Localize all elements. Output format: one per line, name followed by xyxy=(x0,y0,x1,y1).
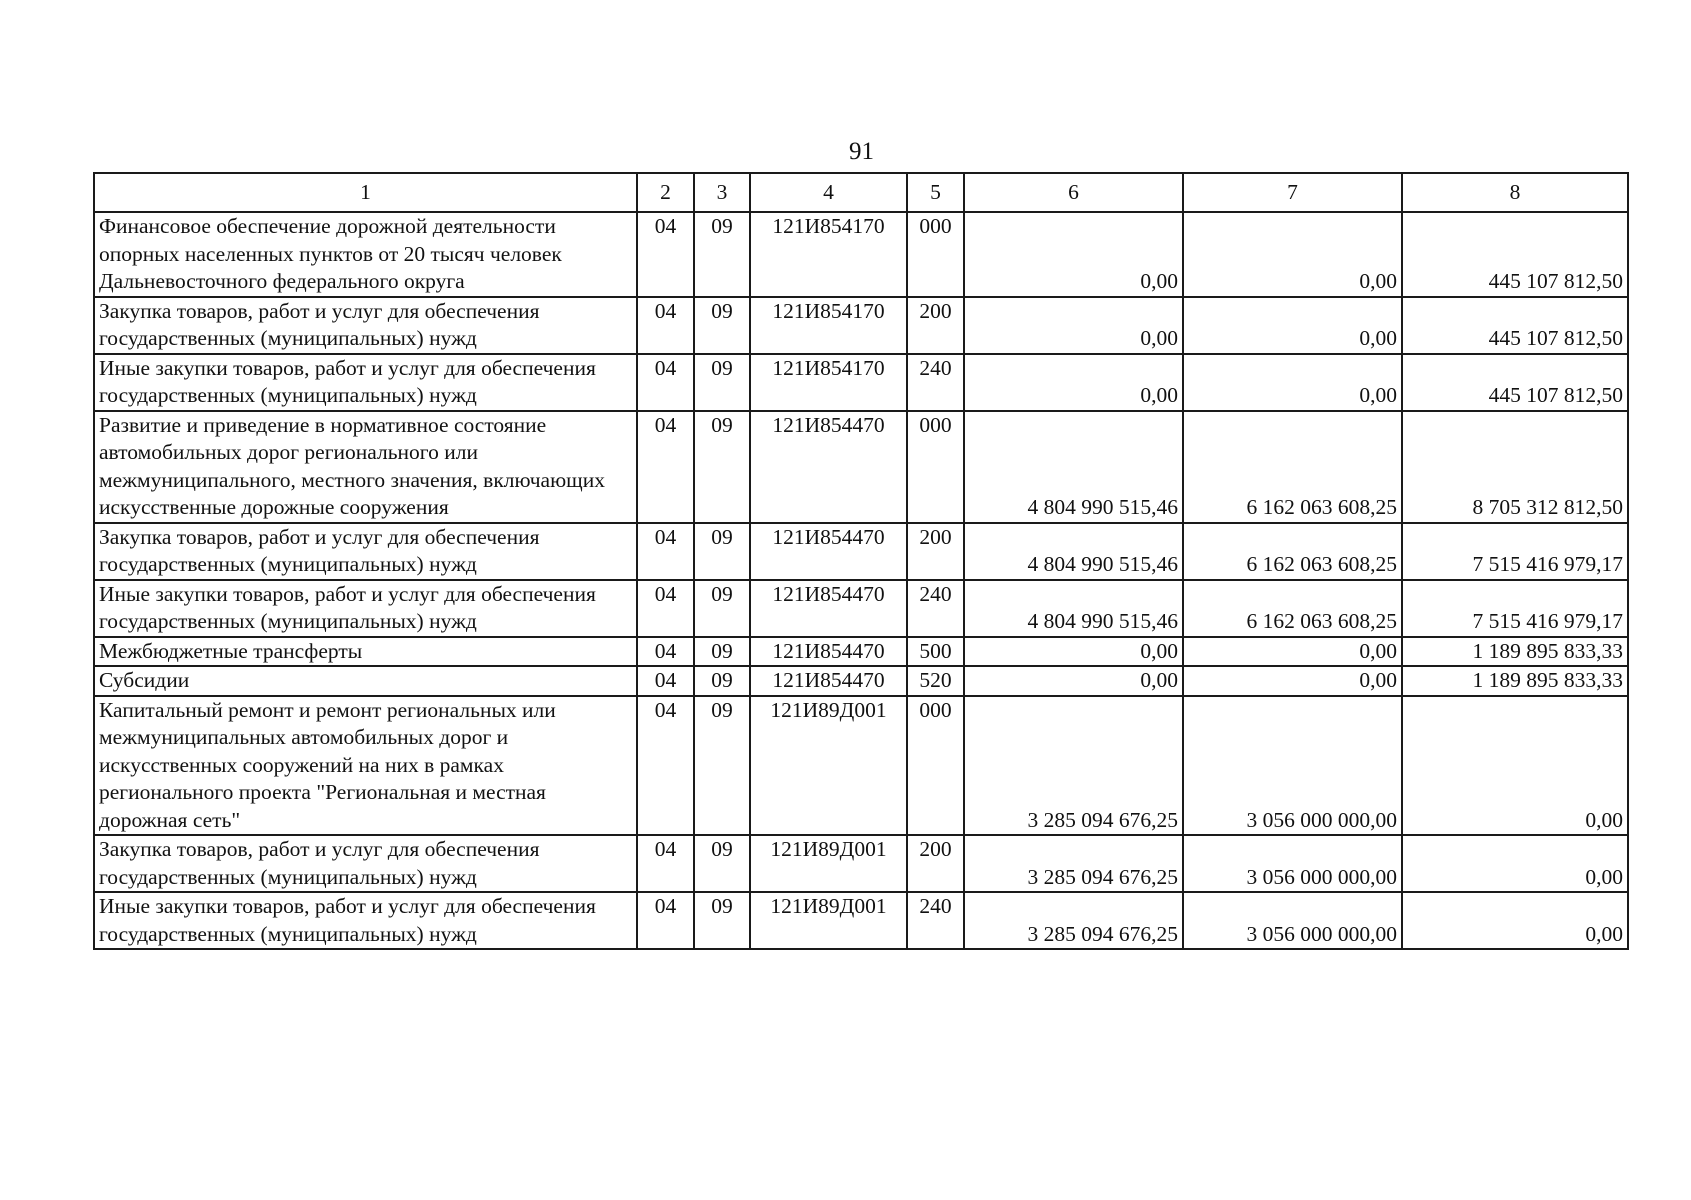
table-row xyxy=(94,637,1628,667)
subsection-code: 09 xyxy=(694,212,750,297)
subsection-code: 09 xyxy=(694,666,750,696)
row-name: Закупка товаров, работ и услуг для обеспечения государственных (муниципальных) нужд xyxy=(94,835,637,892)
row-name: Межбюджетные трансферты xyxy=(94,637,637,667)
subsection-code: 09 xyxy=(694,354,750,411)
amount-col-6: 3 285 094 676,25 xyxy=(964,835,1183,892)
row-name: Субсидии xyxy=(94,666,637,696)
header-cell: 1 xyxy=(94,173,637,212)
amount-col-6: 4 804 990 515,46 xyxy=(964,580,1183,637)
subsection-code: 09 xyxy=(694,696,750,836)
section-code: 04 xyxy=(637,212,694,297)
section-code: 04 xyxy=(637,354,694,411)
amount-col-7: 0,00 xyxy=(1183,666,1402,696)
table-row xyxy=(94,354,1628,411)
subsection-code: 09 xyxy=(694,637,750,667)
row-name: Капитальный ремонт и ремонт региональных или межмуниципальных автомобильных дорог и искусственных сооружений на них в рамках регионального проекта "Региональная и местная дорожная сеть" xyxy=(94,696,637,836)
target-article-code: 121И854470 xyxy=(750,580,907,637)
expense-type-code: 000 xyxy=(907,696,964,836)
header-cell: 2 xyxy=(637,173,694,212)
expense-type-code: 500 xyxy=(907,637,964,667)
header-cell: 8 xyxy=(1402,173,1628,212)
section-code: 04 xyxy=(637,835,694,892)
target-article-code: 121И89Д001 xyxy=(750,696,907,836)
header-cell: 5 xyxy=(907,173,964,212)
amount-col-7: 0,00 xyxy=(1183,637,1402,667)
section-code: 04 xyxy=(637,666,694,696)
target-article-code: 121И854470 xyxy=(750,666,907,696)
amount-col-8: 445 107 812,50 xyxy=(1402,212,1628,297)
subsection-code: 09 xyxy=(694,892,750,949)
table-row xyxy=(94,835,1628,892)
row-name: Иные закупки товаров, работ и услуг для обеспечения государственных (муниципальных) нужд xyxy=(94,892,637,949)
amount-col-8: 0,00 xyxy=(1402,892,1628,949)
amount-col-6: 3 285 094 676,25 xyxy=(964,892,1183,949)
expense-type-code: 240 xyxy=(907,354,964,411)
row-name: Закупка товаров, работ и услуг для обеспечения государственных (муниципальных) нужд xyxy=(94,297,637,354)
row-name: Развитие и приведение в нормативное состояние автомобильных дорог регионального или межмуниципального, местного значения, включающих искусственные дорожные сооружения xyxy=(94,411,637,523)
target-article-code: 121И854170 xyxy=(750,354,907,411)
amount-col-6: 0,00 xyxy=(964,666,1183,696)
amount-col-6: 0,00 xyxy=(964,297,1183,354)
expense-type-code: 200 xyxy=(907,523,964,580)
amount-col-8: 7 515 416 979,17 xyxy=(1402,523,1628,580)
table-row xyxy=(94,696,1628,836)
amount-col-6: 0,00 xyxy=(964,354,1183,411)
expense-type-code: 200 xyxy=(907,835,964,892)
row-name: Иные закупки товаров, работ и услуг для обеспечения государственных (муниципальных) нужд xyxy=(94,354,637,411)
target-article-code: 121И854470 xyxy=(750,523,907,580)
header-cell: 6 xyxy=(964,173,1183,212)
target-article-code: 121И89Д001 xyxy=(750,835,907,892)
target-article-code: 121И854170 xyxy=(750,212,907,297)
amount-col-7: 0,00 xyxy=(1183,297,1402,354)
expense-type-code: 240 xyxy=(907,580,964,637)
amount-col-8: 0,00 xyxy=(1402,696,1628,836)
table-row xyxy=(94,892,1628,949)
expense-type-code: 000 xyxy=(907,212,964,297)
target-article-code: 121И854170 xyxy=(750,297,907,354)
target-article-code: 121И854470 xyxy=(750,411,907,523)
row-name: Закупка товаров, работ и услуг для обеспечения государственных (муниципальных) нужд xyxy=(94,523,637,580)
amount-col-7: 3 056 000 000,00 xyxy=(1183,892,1402,949)
header-cell: 4 xyxy=(750,173,907,212)
table-row xyxy=(94,297,1628,354)
budget-table xyxy=(93,172,1629,950)
header-cell: 7 xyxy=(1183,173,1402,212)
target-article-code: 121И854470 xyxy=(750,637,907,667)
table-row xyxy=(94,411,1628,523)
page-number: 91 xyxy=(849,138,874,165)
amount-col-6: 0,00 xyxy=(964,212,1183,297)
amount-col-8: 1 189 895 833,33 xyxy=(1402,666,1628,696)
table-row xyxy=(94,523,1628,580)
subsection-code: 09 xyxy=(694,297,750,354)
subsection-code: 09 xyxy=(694,411,750,523)
row-name: Иные закупки товаров, работ и услуг для обеспечения государственных (муниципальных) нужд xyxy=(94,580,637,637)
subsection-code: 09 xyxy=(694,580,750,637)
amount-col-8: 445 107 812,50 xyxy=(1402,297,1628,354)
amount-col-8: 0,00 xyxy=(1402,835,1628,892)
expense-type-code: 000 xyxy=(907,411,964,523)
amount-col-7: 6 162 063 608,25 xyxy=(1183,523,1402,580)
expense-type-code: 240 xyxy=(907,892,964,949)
table-row xyxy=(94,666,1628,696)
subsection-code: 09 xyxy=(694,835,750,892)
section-code: 04 xyxy=(637,637,694,667)
amount-col-6: 0,00 xyxy=(964,637,1183,667)
amount-col-8: 1 189 895 833,33 xyxy=(1402,637,1628,667)
amount-col-8: 8 705 312 812,50 xyxy=(1402,411,1628,523)
section-code: 04 xyxy=(637,523,694,580)
target-article-code: 121И89Д001 xyxy=(750,892,907,949)
section-code: 04 xyxy=(637,580,694,637)
amount-col-7: 0,00 xyxy=(1183,354,1402,411)
header-cell: 3 xyxy=(694,173,750,212)
amount-col-7: 3 056 000 000,00 xyxy=(1183,696,1402,836)
header-row xyxy=(94,173,1628,212)
amount-col-7: 6 162 063 608,25 xyxy=(1183,411,1402,523)
row-name: Финансовое обеспечение дорожной деятельности опорных населенных пунктов от 20 тысяч человек Дальневосточного федерального округа xyxy=(94,212,637,297)
table-row xyxy=(94,212,1628,297)
section-code: 04 xyxy=(637,411,694,523)
amount-col-6: 4 804 990 515,46 xyxy=(964,411,1183,523)
expense-type-code: 520 xyxy=(907,666,964,696)
amount-col-8: 7 515 416 979,17 xyxy=(1402,580,1628,637)
section-code: 04 xyxy=(637,297,694,354)
amount-col-6: 4 804 990 515,46 xyxy=(964,523,1183,580)
amount-col-7: 3 056 000 000,00 xyxy=(1183,835,1402,892)
section-code: 04 xyxy=(637,892,694,949)
section-code: 04 xyxy=(637,696,694,836)
amount-col-7: 6 162 063 608,25 xyxy=(1183,580,1402,637)
amount-col-6: 3 285 094 676,25 xyxy=(964,696,1183,836)
amount-col-8: 445 107 812,50 xyxy=(1402,354,1628,411)
table-row xyxy=(94,580,1628,637)
amount-col-7: 0,00 xyxy=(1183,212,1402,297)
subsection-code: 09 xyxy=(694,523,750,580)
expense-type-code: 200 xyxy=(907,297,964,354)
